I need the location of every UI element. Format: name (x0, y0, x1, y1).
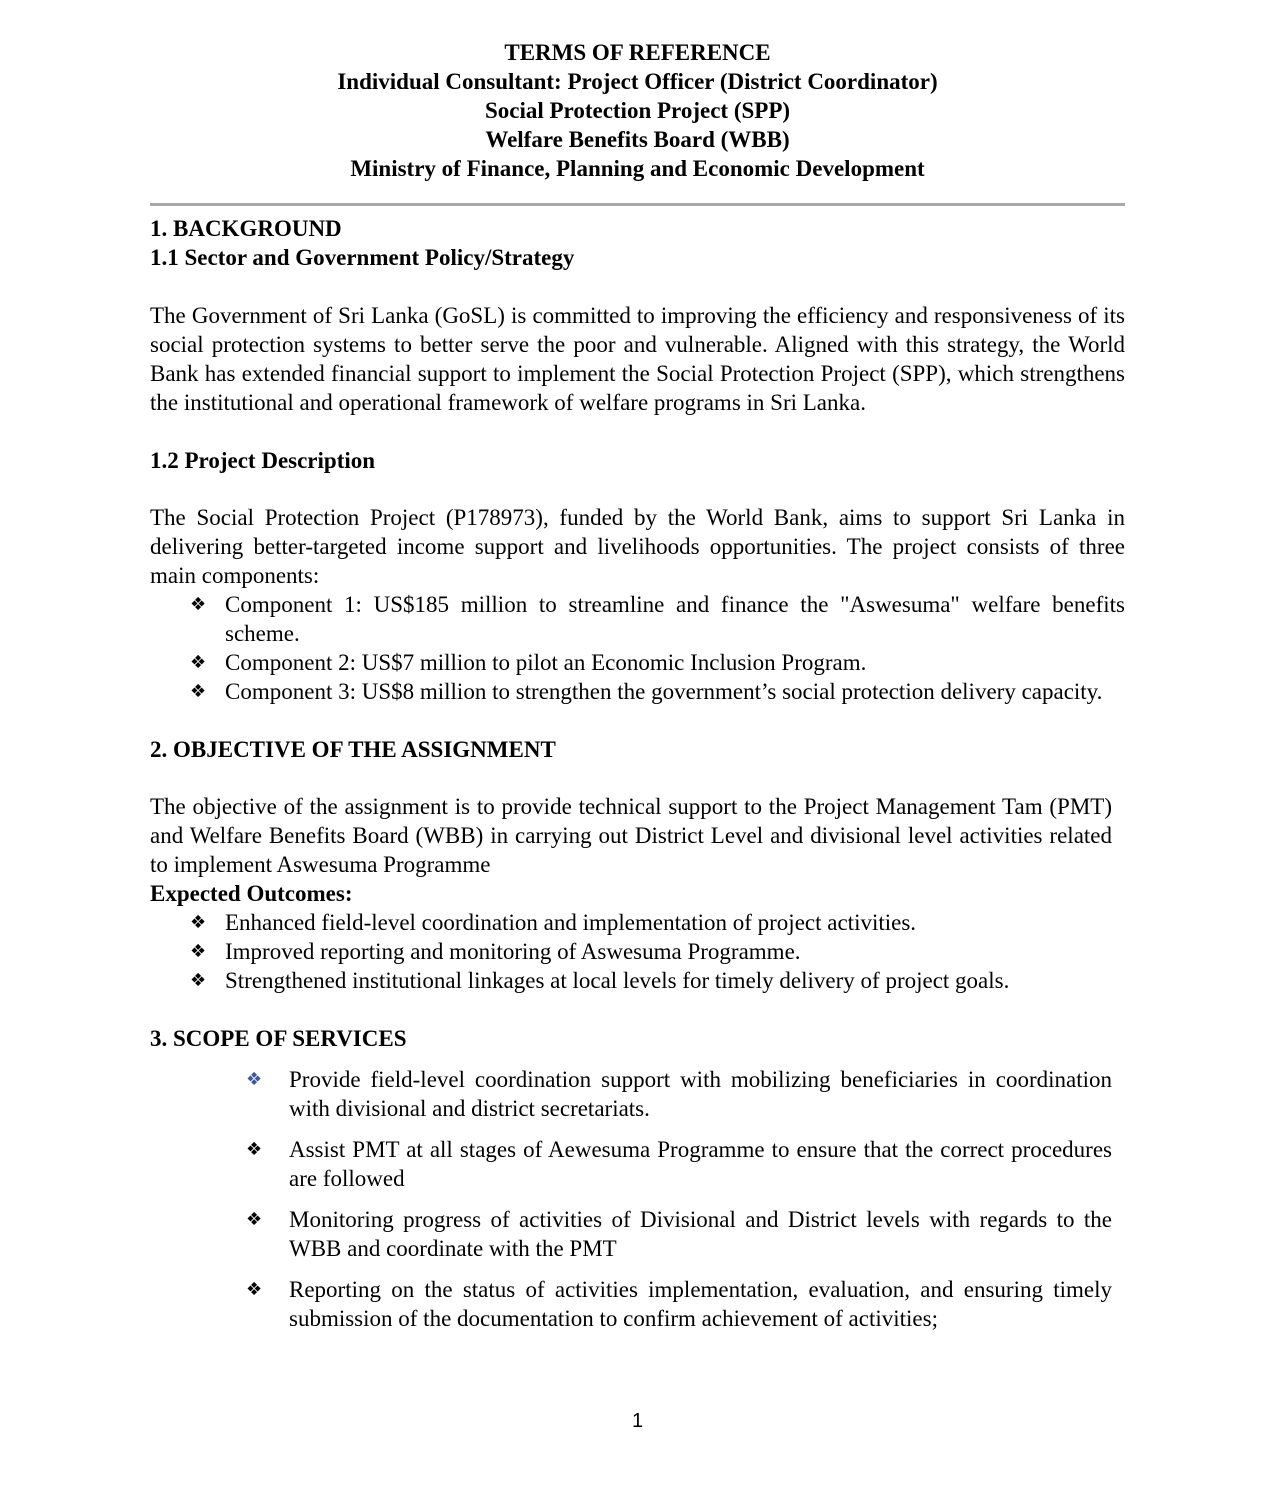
subsection-1-1-text: The Government of Sri Lanka (GoSL) is committed to improving the efficiency and responsiveness of its social protection systems to better serve the poor and vulnerable. Aligned with this strategy, the World Bank has extended financial support to implement the Social Protection Project (SPP), which strengthens the institutional and operational framework of welfare programs in Sri Lanka. (150, 303, 1125, 415)
section-scope (150, 1024, 1125, 1333)
diamond-bullet-icon: ❖ (190, 912, 207, 933)
header-position: Individual Consultant: Project Officer (District Coordinator) (337, 69, 938, 94)
outcomes-list (150, 908, 1125, 995)
list-item: ❖ Improved reporting and monitoring of Aswesuma Programme. (190, 939, 801, 964)
list-item: ❖ Reporting on the status of activities implementation, evaluation, and ensuring timely submission of the documentation to confirm achievement of activities; (246, 1277, 1112, 1331)
diamond-bullet-icon: ❖ (246, 1279, 263, 1300)
section-background (150, 214, 1125, 706)
expected-outcomes-label: Expected Outcomes: (150, 881, 353, 906)
list-item: ❖ Strengthened institutional linkages at local levels for timely delivery of project goals. (190, 968, 1010, 993)
header-title: TERMS OF REFERENCE (504, 40, 771, 65)
diamond-bullet-icon: ❖ (190, 681, 207, 702)
list-item: ❖ Assist PMT at all stages of Aewesuma Programme to ensure that the correct procedures are followed (246, 1137, 1112, 1191)
header-board: Welfare Benefits Board (WBB) (485, 127, 790, 152)
subsection-1-2-text: The Social Protection Project (P178973), funded by the World Bank, aims to support Sri Lanka in delivering better-targeted income support and livelihoods opportunities. The project consists of three main components: (150, 505, 1125, 588)
document-page (150, 38, 1125, 1345)
list-item: ❖ Monitoring progress of activities of Divisional and District levels with regards to the WBB and coordinate with the PMT (246, 1207, 1112, 1261)
list-item: ❖ Component 1: US$185 million to streamline and finance the "Aswesuma" welfare benefits scheme. (190, 592, 1125, 646)
list-item: ❖ Enhanced field-level coordination and implementation of project activities. (190, 910, 917, 935)
diamond-bullet-icon: ❖ (190, 941, 207, 962)
diamond-bullet-icon: ❖ (190, 652, 207, 673)
diamond-bullet-icon: ❖ (246, 1209, 263, 1230)
document-header (150, 38, 1125, 183)
header-ministry: Ministry of Finance, Planning and Economic Development (350, 156, 925, 181)
subsection-1-2-title: 1.2 Project Description (150, 448, 376, 473)
section-3-title: 3. SCOPE OF SERVICES (150, 1026, 407, 1051)
header-project: Social Protection Project (SPP) (484, 98, 791, 123)
components-list (150, 590, 1125, 706)
section-1-title: 1. BACKGROUND (150, 216, 342, 241)
list-item: ❖ Component 3: US$8 million to strengthen the government’s social protection delivery capacity. (190, 679, 1103, 704)
list-item: ❖ Component 2: US$7 million to pilot an Economic Inclusion Program. (190, 650, 867, 675)
list-item: ❖ Provide field-level coordination support with mobilizing beneficiaries in coordination with divisional and district secretariats. (246, 1067, 1112, 1121)
diamond-bullet-icon: ❖ (190, 970, 207, 991)
section-2-text: The objective of the assignment is to provide technical support to the Project Management Tam (PMT) and Welfare Benefits Board (WBB) in carrying out District Level and divisional level activities related to implement Aswesuma Programme (150, 794, 1112, 877)
scope-list (150, 1065, 1112, 1333)
subsection-1-1-title: 1.1 Sector and Government Policy/Strategy (150, 245, 575, 270)
diamond-bullet-icon: ❖ (246, 1139, 263, 1160)
diamond-bullet-icon: ❖ (190, 594, 207, 615)
section-objective (150, 735, 1125, 995)
page-number: 1 (631, 1410, 644, 1432)
header-divider (150, 203, 1125, 206)
section-2-title: 2. OBJECTIVE OF THE ASSIGNMENT (150, 737, 556, 762)
diamond-bullet-icon: ❖ (246, 1069, 263, 1090)
